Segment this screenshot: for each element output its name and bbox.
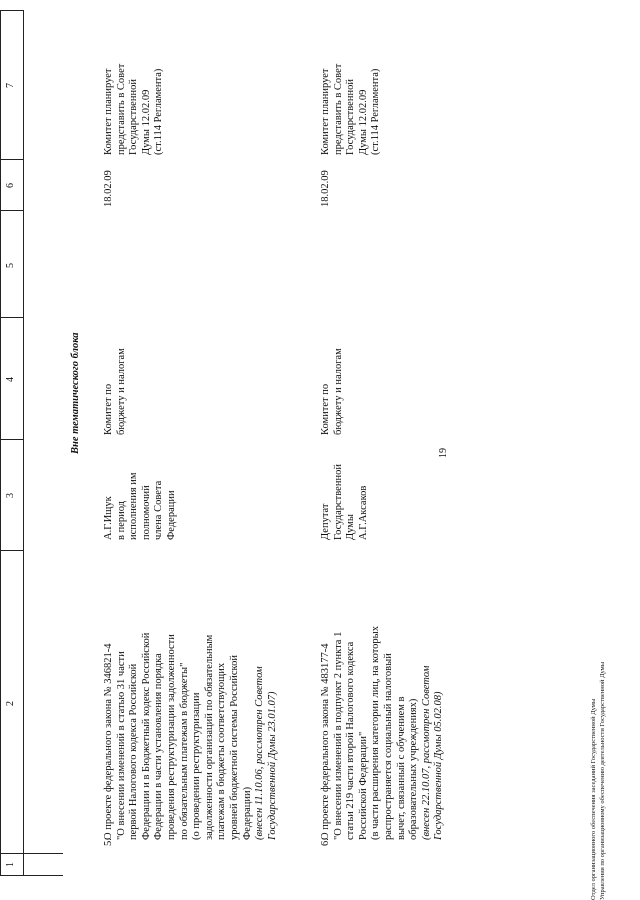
column-divider [0, 317, 23, 318]
plan-line: (ст.114 Регламента) [370, 68, 382, 155]
page-footer [590, 662, 607, 900]
plan-line: Думы 12.02.09 [140, 89, 152, 155]
section-title: Вне тематического блока [70, 332, 81, 454]
row-number: 5. [103, 838, 114, 846]
description-line: вычет, связанный с обучением в [395, 696, 407, 840]
description-line: Федерации и в Бюджетный кодекс Российской [140, 632, 152, 840]
row-border-left [23, 875, 63, 876]
plan-line: Государственной [345, 79, 357, 155]
description-line: распространяется социальный налоговый [382, 653, 394, 840]
initiator-line: Думы [345, 514, 357, 540]
column-number: 4 [5, 377, 16, 382]
review-date: 18.02.09 [103, 170, 114, 207]
description-line: "О внесении изменений в статью 31 части [115, 651, 127, 840]
plan-line: представить в Совет [115, 63, 127, 155]
submission-note: (внесен 22.10.07, рассмотрен Советом [420, 665, 432, 840]
description-line: О проекте федерального закона № 346821-4 [103, 643, 114, 840]
bill-initiator [320, 464, 370, 540]
column-divider [0, 210, 23, 211]
submission-note: Государственной Думы 05.02.08) [433, 691, 445, 840]
plan-line: Комитет планирует [103, 68, 114, 155]
responsible-committee [320, 348, 345, 435]
initiator-line: исполнения им [128, 472, 140, 540]
bill-initiator [103, 473, 179, 541]
description-line: статьи 219 части второй Налогового кодекса [345, 641, 357, 840]
description-line: "О внесении изменений в подпункт 2 пункта 1 [332, 631, 344, 840]
plan-line: (ст.114 Регламента) [153, 68, 165, 155]
initiator-line: Федерации [165, 490, 177, 540]
description-line: платежам в бюджеты соответствующих [216, 662, 228, 840]
description-line: образовательных учреждениях) [408, 698, 420, 840]
initiator-line: члена Совета [153, 480, 165, 540]
column-divider [0, 159, 23, 160]
column-divider [0, 853, 23, 854]
initiator-line: А.Г.Аксаков [357, 485, 369, 540]
bill-description [103, 633, 279, 840]
initiator-line: А.Г.Ищук [103, 496, 114, 540]
description-line: задолженности организаций по обязательным [203, 634, 215, 840]
description-line: Российской Федерации" [357, 731, 369, 840]
plan-line: представить в Совет [332, 63, 344, 155]
committee-line: Комитет по [320, 383, 331, 435]
description-line: (о проведении реструктуризации [191, 692, 203, 840]
initiator-line: в период [115, 500, 127, 540]
column-number: 3 [5, 493, 16, 498]
footer-line: Управления по организационному обеспечению деятельности Государственной Думы [598, 661, 606, 900]
bill-description [320, 626, 446, 840]
plan-line: Думы 12.02.09 [357, 89, 369, 155]
description-line: Федерации) [241, 786, 253, 840]
column-number: 5 [5, 263, 16, 268]
page-number: 19 [438, 448, 449, 458]
review-date: 18.02.09 [320, 170, 331, 207]
description-line: О проекте федерального закона № 483177-4 [320, 643, 331, 840]
column-divider [0, 875, 23, 876]
initiator-line: Государственной [332, 464, 344, 540]
initiator-line: Депутат [320, 503, 331, 540]
description-line: по обязательным платежам в бюджеты" [178, 662, 190, 840]
column-number: 6 [5, 183, 16, 188]
column-number: 2 [5, 701, 16, 706]
plan-line: Комитет планирует [320, 68, 331, 155]
description-line: Федерации в части установления порядка [153, 653, 165, 840]
row-number: 6. [320, 838, 331, 846]
committee-line: Комитет по [103, 383, 114, 435]
column-number: 1 [5, 862, 16, 867]
description-line: проведения реструктуризации задолженности [165, 634, 177, 840]
submission-note: (внесен 11.10.06, рассмотрен Советом [254, 666, 266, 840]
submission-note: Государственной Думы 23.01.07) [266, 691, 278, 840]
column-divider [0, 550, 23, 551]
plan-line: Государственной [128, 79, 140, 155]
column-divider [0, 439, 23, 440]
committee-line: бюджету и налогам [332, 348, 344, 435]
description-line: (в части расширения категории лиц, на которых [370, 626, 382, 840]
description-line: первой Налогового кодекса Российской [128, 663, 140, 840]
footer-line: Отдел организационного обеспечения заседаний Государственной Думы [590, 698, 597, 900]
column-divider [0, 10, 23, 11]
committee-plan [320, 64, 383, 155]
header-bottom-border [23, 10, 24, 876]
responsible-committee [103, 348, 128, 435]
column-number: 7 [5, 83, 16, 88]
table-top-border [0, 10, 1, 876]
initiator-line: полномочий [140, 485, 152, 540]
row-border [23, 853, 63, 854]
committee-line: бюджету и налогам [115, 348, 127, 435]
committee-plan [103, 64, 166, 155]
description-line: уровней бюджетной системы Российской [228, 655, 240, 840]
